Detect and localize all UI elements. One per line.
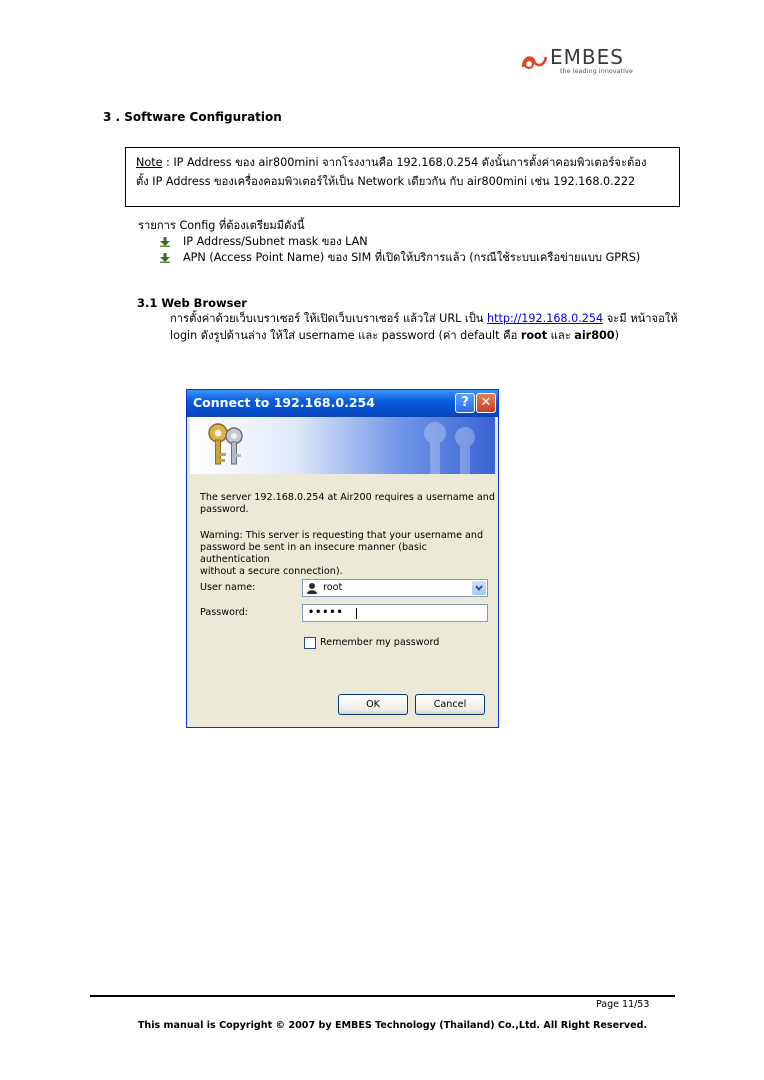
server-message: The server 192.168.0.254 at Air200 requires a username and password.	[200, 492, 495, 515]
note-line-1: Note : IP Address ของ air800mini จากโรงงานคือ 192.168.0.254 ดังนั้นการตั้งค่าคอมพิวเตอร์จะต้อง	[136, 156, 647, 169]
note-line-2: ตั้ง IP Address ของเครื่องคอมพิวเตอร์ให้เป็น Network เดียวกัน กับ air800mini เช่น 192.168.0.222	[136, 175, 636, 188]
dialog-title: Connect to 192.168.0.254	[193, 395, 375, 410]
embes-logo-icon	[520, 49, 550, 73]
router-url-link[interactable]: http://192.168.0.254	[487, 312, 604, 325]
page-number: Page 11/53	[596, 999, 650, 1010]
copyright-notice: This manual is Copyright © 2007 by EMBES Technology (Thailand) Co.,Ltd. All Right Reserved.	[137, 1020, 648, 1031]
warning-message: Warning: This server is requesting that your username and password be sent in an insecure manner (basic authentication without a secure connection).	[200, 530, 484, 577]
logo-wordmark: EMBES	[550, 45, 624, 69]
user-icon	[306, 582, 318, 594]
list-item: APN (Access Point Name) ของ SIM ที่เปิดให้บริการแล้ว (กรณีใช้ระบบเครือข่ายแบบ GPRS)	[138, 250, 640, 266]
keys-icon	[202, 421, 252, 469]
arrow-bullet-icon	[160, 253, 170, 263]
web-browser-instructions: การตั้งค่าด้วยเว็บเบราเซอร์ ให้เปิดเว็บเบราเซอร์ แล้วใส่ URL เป็น http://192.168.0.254 จะมี หน้าจอให้ login ดังรูปด้านล่าง ให้ใส่ username และ password (ค่า default คือ root และ air800)	[170, 312, 678, 342]
section-heading: 3 . Software Configuration	[103, 110, 282, 124]
password-label: Password:	[200, 607, 249, 618]
close-button[interactable]: ✕	[476, 393, 496, 413]
help-button[interactable]: ?	[455, 393, 475, 413]
remember-password-label[interactable]: Remember my password	[320, 637, 440, 648]
remember-password-checkbox[interactable]	[304, 637, 316, 649]
password-value: •••••	[308, 607, 344, 618]
note-label: Note	[136, 156, 163, 169]
dialog-banner	[190, 417, 495, 474]
ok-button[interactable]: OK	[338, 694, 408, 715]
config-list	[138, 217, 640, 266]
company-logo	[520, 45, 633, 77]
dialog-body	[190, 474, 495, 725]
cancel-button[interactable]: Cancel	[415, 694, 485, 715]
password-field[interactable]	[302, 604, 488, 622]
login-dialog	[186, 389, 499, 728]
banner-keys-watermark-icon	[395, 419, 490, 474]
footer-rule	[90, 995, 675, 997]
list-item: IP Address/Subnet mask ของ LAN	[138, 234, 640, 250]
username-value: root	[323, 582, 343, 593]
note-box	[125, 147, 680, 207]
arrow-bullet-icon	[160, 237, 170, 247]
text-cursor	[356, 608, 357, 619]
config-intro: รายการ Config ที่ต้องเตรียมมีดังนี้	[138, 219, 305, 232]
logo-tagline: the leading innovative	[560, 67, 633, 75]
username-label: User name:	[200, 582, 256, 593]
chevron-down-icon	[472, 581, 486, 595]
dialog-titlebar	[187, 390, 498, 417]
dropdown-arrow-button[interactable]	[472, 581, 486, 595]
subsection-heading: 3.1 Web Browser	[137, 296, 247, 310]
username-combobox[interactable]	[302, 579, 488, 597]
